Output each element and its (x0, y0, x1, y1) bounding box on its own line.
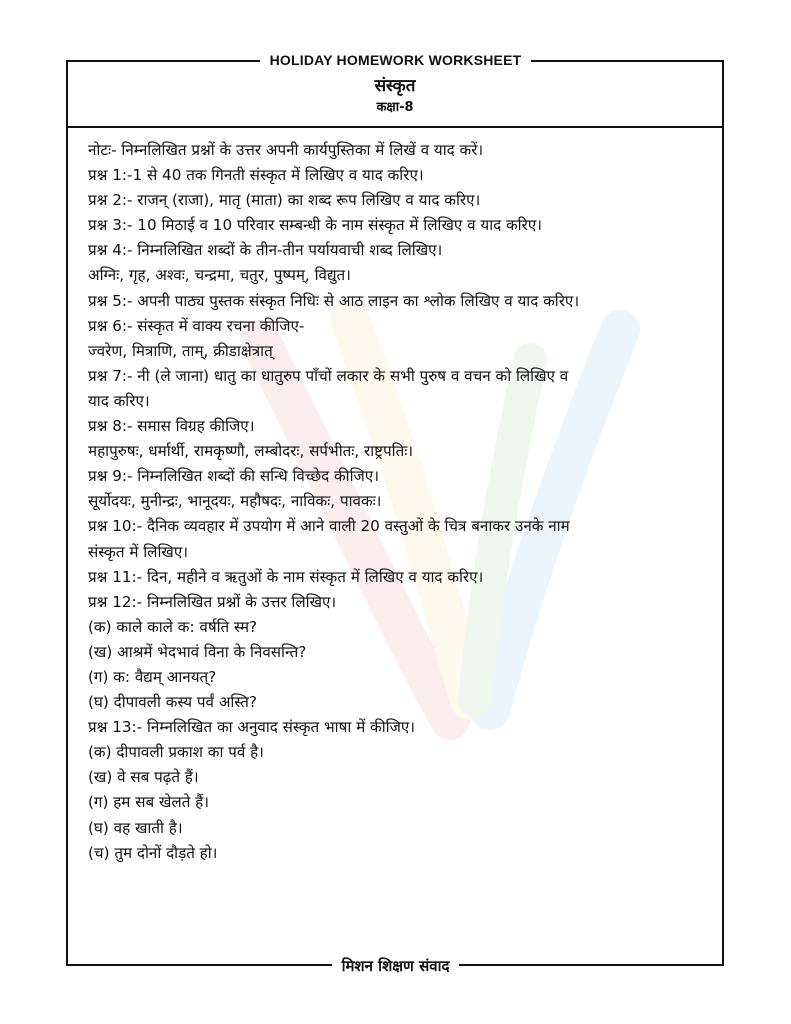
question-1: प्रश्न 1:-1 से 40 तक गिनती संस्कृत में लिखिए व याद करिए। (88, 166, 424, 185)
question-13: प्रश्न 13:- निम्नलिखित का अनुवाद संस्कृत भाषा में कीजिए। (88, 718, 416, 737)
question-3: प्रश्न 3:- 10 मिठाई व 10 परिवार सम्बन्धी के नाम संस्कृत में लिखिए व याद करिए। (88, 216, 542, 235)
subject-title: संस्कृत (374, 76, 416, 96)
question-10: प्रश्न 10:- दैनिक व्यवहार में उपयोग में आने वाली 20 वस्तुओं के चित्र बनाकर उनके नाम (88, 517, 570, 536)
worksheet-title: HOLIDAY HOMEWORK WORKSHEET (260, 52, 532, 68)
question-8-words: महापुरुषः, धर्मार्थी, रामकृष्णौ, लम्बोदरः, सर्पभीतः, राष्ट्रपतिः। (88, 442, 414, 461)
question-6: प्रश्न 6:- संस्कृत में वाक्य रचना कीजिए- (88, 316, 305, 335)
question-10-continued: संस्कृत में लिखिए। (88, 542, 188, 561)
header-divider (66, 126, 724, 128)
worksheet-content (88, 138, 708, 866)
question-12-c: (ग) क: वैद्यम् आनयत्? (88, 667, 217, 686)
question-8: प्रश्न 8:- समास विग्रह कीजिए। (88, 417, 255, 436)
question-2: प्रश्न 2:- राजन् (राजा), मातृ (माता) का शब्द रूप लिखिए व याद करिए। (88, 191, 481, 210)
question-7-continued: याद करिए। (88, 391, 150, 410)
question-13-e: (च) तुम दोनों दौड़ते हो। (88, 843, 218, 862)
question-6-words: ज्वरेण, मित्राणि, ताम्, क्रीडाक्षेत्रात् (88, 341, 273, 360)
question-12-d: (घ) दीपावली कस्य पर्वं अस्ति? (88, 693, 257, 712)
footer-brand: मिशन शिक्षण संवाद (332, 957, 460, 975)
worksheet-header (66, 74, 724, 118)
question-4: प्रश्न 4:- निम्नलिखित शब्दों के तीन-तीन पर्यायवाची शब्द लिखिए। (88, 241, 443, 260)
question-12-b: (ख) आश्रमें भेदभावं विना के निवसन्ति? (88, 642, 307, 661)
question-5: प्रश्न 5:- अपनी पाठ्य पुस्तक संस्कृत निधिः से आठ लाइन का श्लोक लिखिए व याद करिए। (88, 291, 580, 310)
class-label: कक्षा-8 (376, 100, 414, 115)
question-13-c: (ग) हम सब खेलते हैं। (88, 793, 209, 812)
question-4-words: अग्निः, गृह, अश्वः, चन्द्रमा, चतुर, पुष्पम्, विद्युत। (88, 266, 351, 285)
question-13-d: (घ) वह खाती है। (88, 818, 183, 837)
question-13-b: (ख) वे सब पढ़ते हैं। (88, 768, 199, 787)
question-12: प्रश्न 12:- निम्नलिखित प्रश्नों के उत्तर लिखिए। (88, 592, 337, 611)
note-line: नोटः- निम्नलिखित प्रश्नों के उत्तर अपनी कार्यपुस्तिका में लिखें व याद करें। (88, 141, 484, 159)
question-12-a: (क) काले काले क: वर्षति स्म? (88, 617, 258, 636)
question-9-words: सूर्योदयः, मुनीन्द्रः, भानूदयः, महौषदः, नाविकः, पावकः। (88, 492, 382, 511)
question-13-a: (क) दीपावली प्रकाश का पर्व है। (88, 743, 264, 762)
worksheet-title-bar (0, 50, 791, 69)
footer-brand-bar (0, 956, 791, 976)
question-9: प्रश्न 9:- निम्नलिखित शब्दों की सन्धि विच्छेद कीजिए। (88, 467, 379, 486)
question-7: प्रश्न 7:- नी (ले जाना) धातु का धातुरुप पाँचों लकार के सभी पुरुष व वचन को लिखिए व (88, 366, 569, 385)
question-11: प्रश्न 11:- दिन, महीने व ऋतुओं के नाम संस्कृत में लिखिए व याद करिए। (88, 567, 484, 586)
